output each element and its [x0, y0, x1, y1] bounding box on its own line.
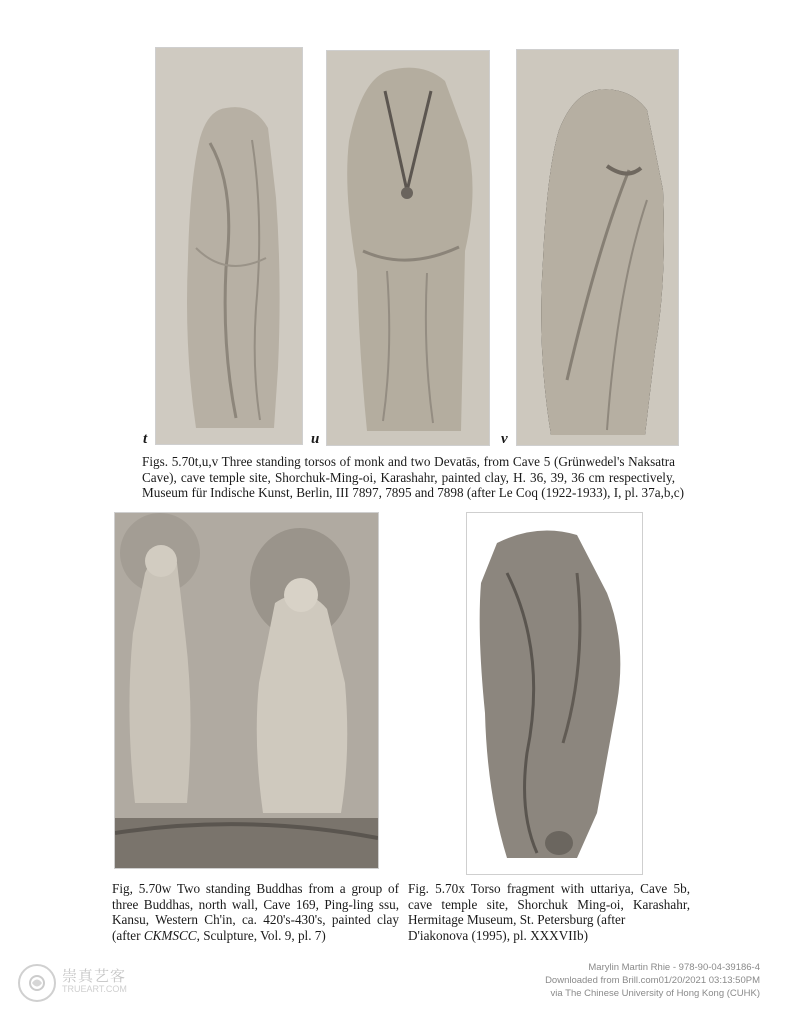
caption-figs-5-70tuv: Figs. 5.70t,u,v Three standing torsos of monk and two Devatās, from Cave 5 (Grünwedel's Naksatra Cave), cave temple site, Shorchuk-Ming-oi, Karashahr, painted clay, H. 36, 39, 36 cm respectively, Museum für Indische Kunst, Berlin, III 7897, 7895 and 7898 (after Le Coq (1922-1933), I, pl. 37a,b,c) — [142, 454, 685, 500]
watermark-chinese-text: 崇真艺客 — [62, 967, 127, 985]
figure-w-image — [114, 512, 379, 869]
provenance-institution: via The Chinese University of Hong Kong (CUHK) — [550, 988, 760, 999]
figure-u-letter: u — [311, 431, 320, 447]
figure-x-image — [466, 512, 643, 875]
watermark-english-text: TRUEART.COM — [62, 984, 127, 994]
caption-fig-5-70w: Fig, 5.70w Two standing Buddhas from a group of three Buddhas, north wall, Cave 169, Ping-ling ssu, Kansu, Western Ch'in, ca. 420's-430's, painted clay (after CKMSCC, Sculpture, Vol. 9, pl. 7) — [112, 881, 399, 943]
trueart-watermark — [18, 963, 148, 1003]
provenance-download-date: Downloaded from Brill.com01/20/2021 03:13:50PM — [545, 975, 760, 986]
figure-t-image — [155, 47, 303, 445]
caption-fig-5-70x: Fig. 5.70x Torso fragment with uttariya, Cave 5b, cave temple site, Shorchuk Ming-oi, Karashahr, Hermitage Museum, St. Petersburg (after D'iakonova (1995), pl. XXXVIIb) — [408, 881, 690, 943]
figure-v-letter: v — [501, 431, 508, 447]
figure-t-letter: t — [143, 431, 148, 447]
figure-v-image — [516, 49, 679, 446]
provenance-author-isbn: Marylin Martin Rhie - 978-90-04-39186-4 — [588, 962, 760, 973]
download-provenance — [545, 961, 760, 1000]
figure-u-image — [326, 50, 490, 446]
watermark-logo-icon — [18, 964, 56, 1002]
